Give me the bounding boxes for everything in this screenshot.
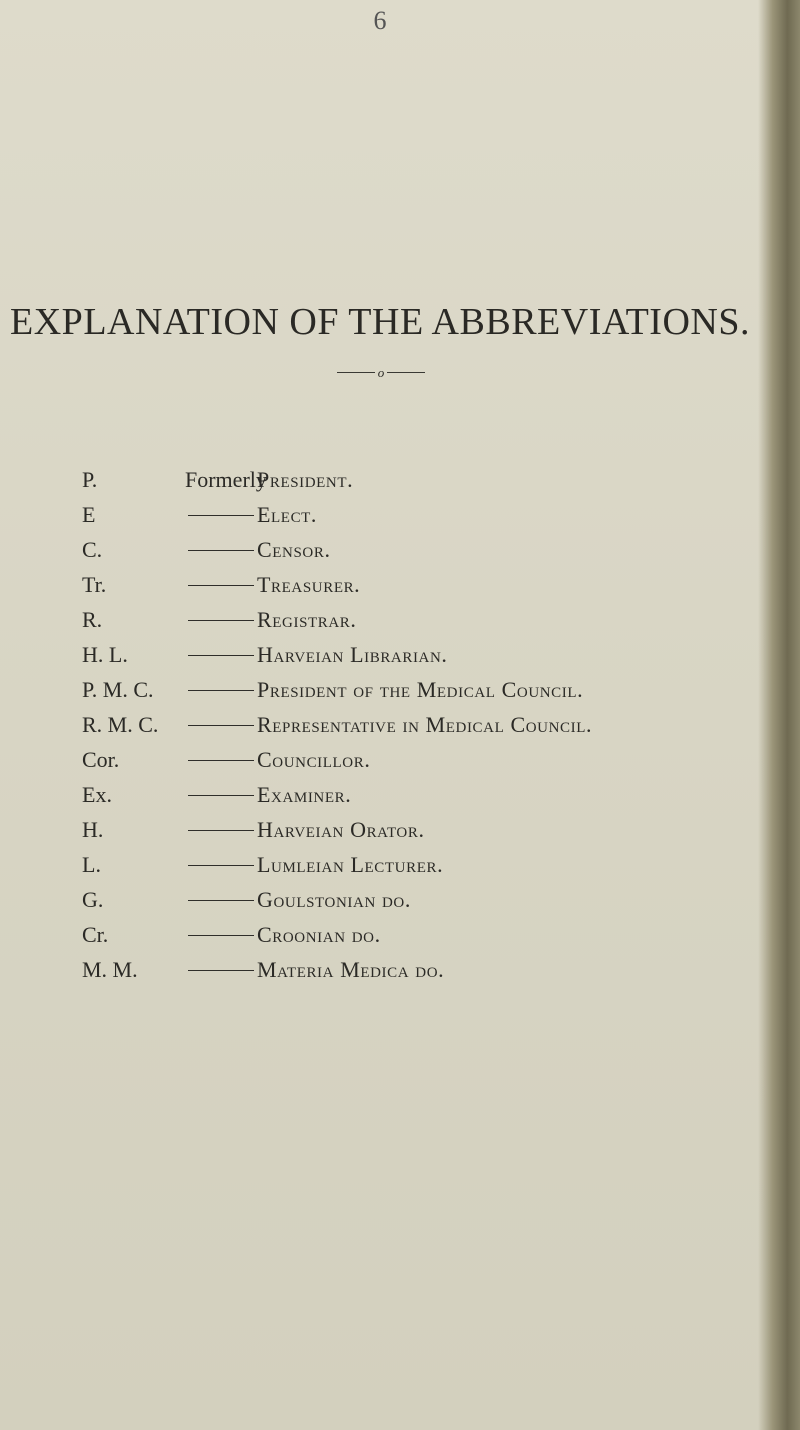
leader-dash xyxy=(188,585,254,586)
page-edge-shadow xyxy=(758,0,800,1430)
leader-dash xyxy=(188,550,254,551)
meaning: Harveian Orator. xyxy=(257,817,425,842)
meaning: Registrar. xyxy=(257,607,357,632)
abbreviation-row xyxy=(0,742,760,778)
leader-dash xyxy=(188,970,254,971)
leader-dash xyxy=(188,725,254,726)
abbreviation-row xyxy=(0,462,760,498)
abbreviation: L. xyxy=(82,852,101,877)
meaning: Representative in Medical Council. xyxy=(257,712,593,737)
abbreviation-row xyxy=(0,602,760,638)
leader-dash xyxy=(188,830,254,831)
leader-dash xyxy=(188,900,254,901)
meaning: Harveian Librarian. xyxy=(257,642,448,667)
abbreviation-row xyxy=(0,672,760,708)
abbreviation-row xyxy=(0,882,760,918)
leader-dash xyxy=(188,690,254,691)
meaning: Censor. xyxy=(257,537,331,562)
abbreviation-row xyxy=(0,917,760,953)
meaning: Elect. xyxy=(257,502,318,527)
abbreviation-row xyxy=(0,777,760,813)
leader-dash xyxy=(188,620,254,621)
abbreviation: P. M. C. xyxy=(82,677,154,702)
meaning: Examiner. xyxy=(257,782,352,807)
leader-dash xyxy=(188,515,254,516)
abbreviation: M. M. xyxy=(82,957,138,982)
title-ornament xyxy=(333,362,429,382)
abbreviation: R. M. C. xyxy=(82,712,159,737)
meaning: Treasurer. xyxy=(257,572,361,597)
abbreviation: C. xyxy=(82,537,103,562)
abbreviation: H. xyxy=(82,817,104,842)
abbreviation: G. xyxy=(82,887,104,912)
leader-dash xyxy=(188,865,254,866)
abbreviation-row xyxy=(0,637,760,673)
abbreviation-row xyxy=(0,952,760,988)
abbreviation-row xyxy=(0,812,760,848)
abbreviation-row xyxy=(0,497,760,533)
abbreviation: E xyxy=(82,502,96,527)
abbreviation-row xyxy=(0,707,760,743)
leader-dash xyxy=(188,655,254,656)
leader-word: Formerly xyxy=(185,467,267,492)
abbreviation: P. xyxy=(82,467,98,492)
abbreviation: Tr. xyxy=(82,572,107,597)
abbreviation: Cor. xyxy=(82,747,120,772)
abbreviation: H. L. xyxy=(82,642,128,667)
meaning: Lumleian Lecturer. xyxy=(257,852,444,877)
meaning: Councillor. xyxy=(257,747,371,772)
page-number: 6 xyxy=(373,6,387,35)
meaning: President. xyxy=(257,467,354,492)
ornament-mark: o xyxy=(377,364,385,380)
meaning: President of the Medical Council. xyxy=(257,677,584,702)
page-title: EXPLANATION OF THE ABBREVIATIONS. xyxy=(10,301,750,343)
meaning: Materia Medica do. xyxy=(257,957,445,982)
ornament-rule-left xyxy=(337,372,375,373)
meaning: Croonian do. xyxy=(257,922,381,947)
ornament-rule-right xyxy=(387,372,425,373)
abbreviation-row xyxy=(0,567,760,603)
abbreviation: R. xyxy=(82,607,103,632)
leader-dash xyxy=(188,935,254,936)
abbreviation: Ex. xyxy=(82,782,112,807)
leader-dash xyxy=(188,795,254,796)
abbreviation: Cr. xyxy=(82,922,109,947)
abbreviation-row xyxy=(0,532,760,568)
abbreviation-row xyxy=(0,847,760,883)
meaning: Goulstonian do. xyxy=(257,887,411,912)
leader-dash xyxy=(188,760,254,761)
